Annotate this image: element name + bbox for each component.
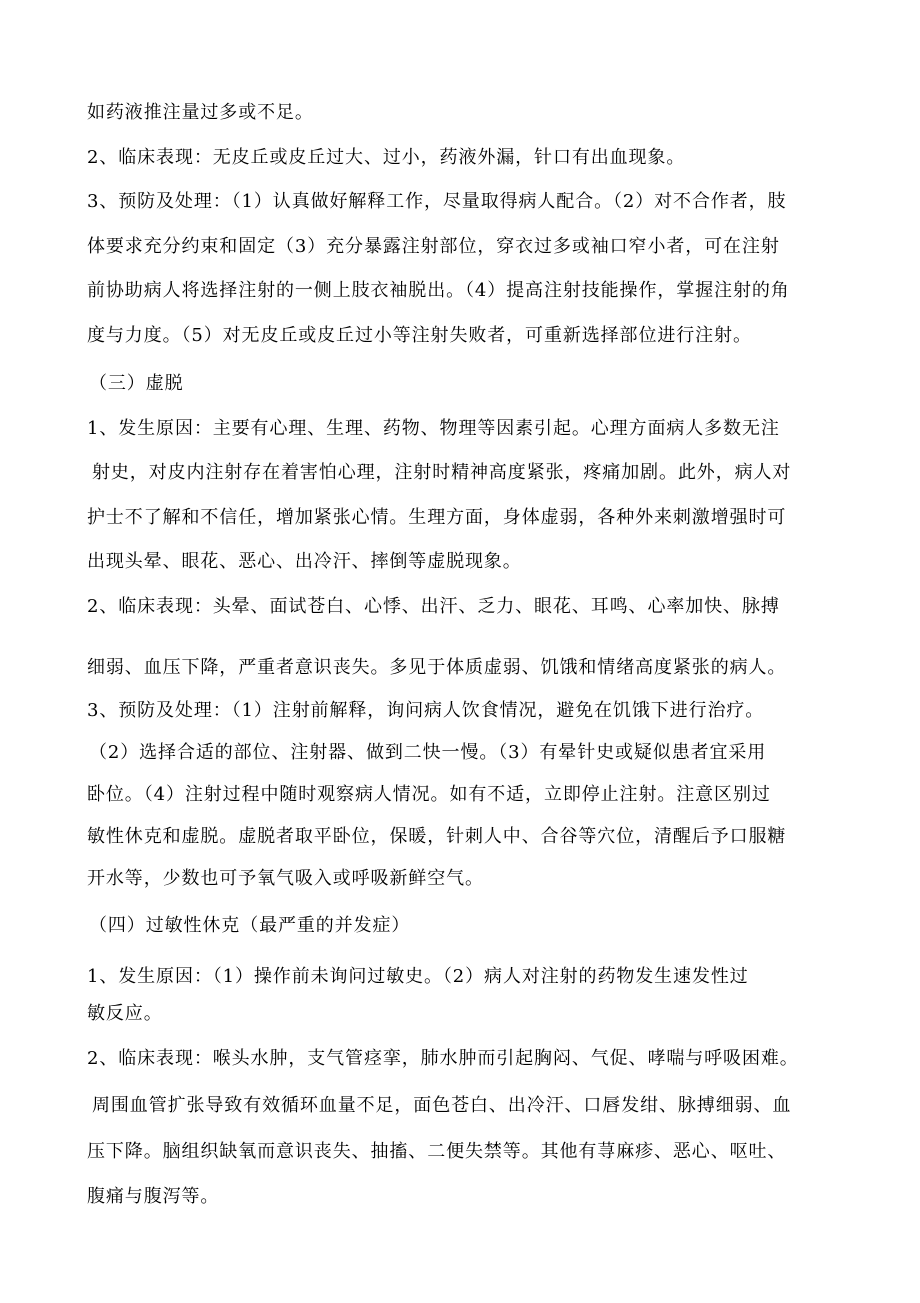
text-line: 2、临床表现：无皮丘或皮丘过大、过小，药液外漏，针口有出血现象。 bbox=[87, 147, 686, 168]
text-line: 1、发生原因：主要有心理、生理、药物、物理等因素引起。心理方面病人多数无注 bbox=[87, 418, 780, 439]
text-line: 细弱、血压下降，严重者意识丧失。多见于体质虚弱、饥饿和情绪高度紧张的病人。 bbox=[87, 657, 787, 678]
text-line: 3、预防及处理：（1）注射前解释，询问病人饮食情况，避免在饥饿下进行治疗。 bbox=[87, 700, 765, 721]
section-heading: （三）虚脱 bbox=[89, 373, 184, 394]
text-line: 出现头晕、眼花、恶心、出冷汗、摔倒等虚脱现象。 bbox=[87, 551, 522, 572]
text-line: 度与力度。（5）对无皮丘或皮丘过小等注射失败者，可重新选择部位进行注射。 bbox=[87, 325, 752, 346]
text-line: （2）选择合适的部位、注射器、做到二快一慢。（3）有晕针史或疑似患者宜采用 bbox=[89, 742, 767, 763]
text-line: 前协助病人将选择注射的一侧上肢衣袖脱出。（4）提高注射技能操作，掌握注射的角 bbox=[87, 280, 790, 301]
text-line: 卧位。（4）注射过程中随时观察病人情况。如有不适，立即停止注射。注意区别过 bbox=[87, 784, 771, 805]
text-line: 压下降。脑组织缺氧而意识丧失、抽搐、二便失禁等。其他有荨麻疹、恶心、呕吐、 bbox=[87, 1141, 787, 1162]
text-line: 腹痛与腹泻等。 bbox=[87, 1186, 220, 1207]
section-heading: （四）过敏性休克（最严重的并发症） bbox=[89, 915, 411, 936]
text-line: 周围血管扩张导致有效循环血量不足，面色苍白、出冷汗、口唇发绀、脉搏细弱、血 bbox=[92, 1095, 792, 1116]
text-line: 2、临床表现：头晕、面试苍白、心悸、出汗、乏力、眼花、耳鸣、心率加快、脉搏 bbox=[87, 596, 780, 617]
text-line: 敏反应。 bbox=[87, 1003, 163, 1024]
text-line: 体要求充分约束和固定（3）充分暴露注射部位，穿衣过多或袖口窄小者，可在注射 bbox=[87, 236, 780, 257]
text-line: 3、预防及处理：（1）认真做好解释工作，尽量取得病人配合。（2）对不合作者，肢 bbox=[87, 191, 787, 212]
text-line: 开水等，少数也可予氧气吸入或呼吸新鲜空气。 bbox=[87, 868, 484, 889]
text-line: 2、临床表现：喉头水肿，支气管痉挛，肺水肿而引起胸闷、气促、哮喘与呼吸困难。 bbox=[87, 1048, 799, 1069]
text-line: 敏性休克和虚脱。虚脱者取平卧位，保暖，针刺人中、合谷等穴位，清醒后予口服糖 bbox=[87, 826, 787, 847]
text-line: 射史，对皮内注射存在着害怕心理，注射时精神高度紧张，疼痛加剧。此外，病人对 bbox=[92, 462, 792, 483]
text-line: 护士不了解和不信任，增加紧张心情。生理方面，身体虚弱，各种外来刺激增强时可 bbox=[87, 507, 787, 528]
text-line: 1、发生原因：（1）操作前未询问过敏史。（2）病人对注射的药物发生速发性过 bbox=[87, 966, 749, 987]
text-line: 如药液推注量过多或不足。 bbox=[87, 102, 314, 123]
